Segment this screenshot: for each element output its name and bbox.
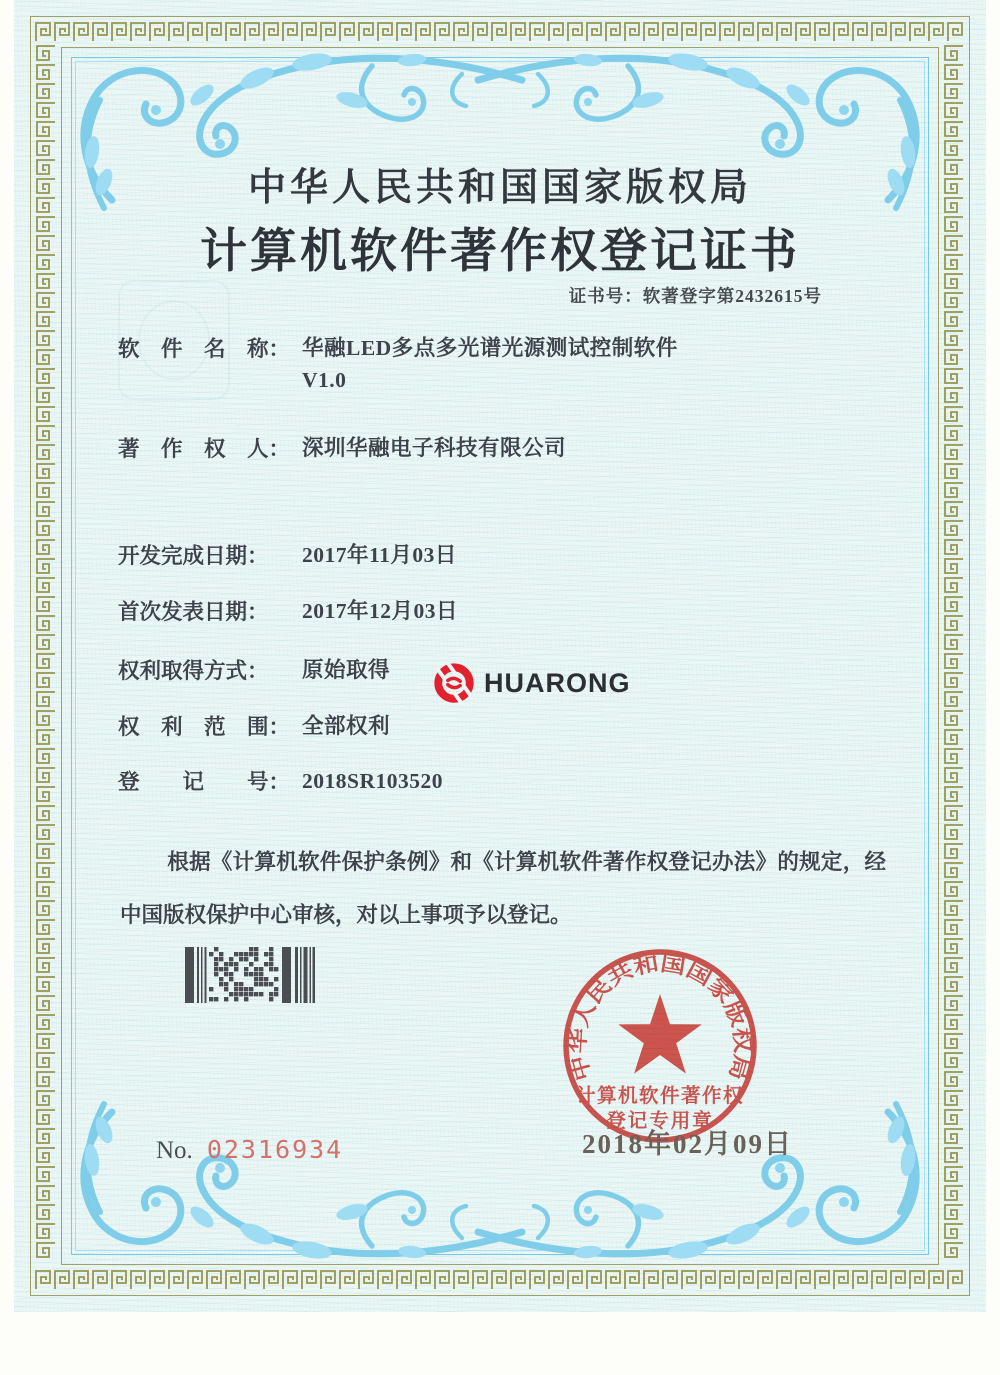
field-label: 首次发表日期： bbox=[118, 600, 269, 624]
registration-statement: 根据《计算机软件保护条例》和《计算机软件著作权登记办法》的规定，经中国版权保护中心审核，对以上事项予以登记。 bbox=[120, 850, 886, 927]
serial-value: 02316934 bbox=[206, 1135, 344, 1164]
seal-line1: 计算机软件著作权 bbox=[575, 1086, 745, 1107]
certificate-number-value: 软著登字第2432615号 bbox=[642, 286, 822, 306]
certificate-number-label: 证书号： bbox=[568, 286, 643, 306]
field-row-copyright-owner bbox=[118, 432, 566, 464]
huarong-logo-text: HUARONG bbox=[484, 667, 631, 698]
field-value: 2018SR103520 bbox=[302, 769, 443, 793]
huarong-logo bbox=[433, 662, 631, 704]
field-label: 登 记 号： bbox=[118, 770, 291, 794]
field-row-rights-scope bbox=[118, 710, 390, 742]
certificate-paper bbox=[14, 0, 986, 1312]
field-value: 原始取得 bbox=[302, 658, 391, 682]
field-value: 全部权利 bbox=[302, 714, 391, 738]
seal-star-icon bbox=[618, 994, 702, 1074]
seal-ring-text: 中华人民共和国国家版权局 bbox=[565, 951, 755, 1084]
field-label: 权利取得方式： bbox=[118, 659, 269, 683]
seal-date: 2018年02月09日 bbox=[582, 1129, 793, 1159]
field-value bbox=[302, 332, 678, 396]
certificate-number bbox=[569, 283, 822, 308]
certificate-title: 计算机软件著作权登记证书 bbox=[200, 226, 800, 278]
field-row-rights-acquisition bbox=[118, 654, 390, 686]
field-value: 深圳华融电子科技有限公司 bbox=[302, 436, 567, 460]
serial-number bbox=[156, 1135, 343, 1165]
field-label: 权 利 范 围： bbox=[118, 715, 291, 739]
issuer-title: 中华人民共和国国家版权局 bbox=[247, 167, 752, 209]
field-row-registration-number bbox=[118, 765, 443, 797]
software-version: V1.0 bbox=[302, 368, 347, 392]
seal-line2: 登记专用章 bbox=[606, 1111, 714, 1132]
field-label: 开发完成日期： bbox=[118, 544, 269, 568]
software-name: 华融LED多点多光谱光源测试控制软件 bbox=[302, 336, 678, 360]
field-label: 软 件 名 称： bbox=[118, 337, 291, 361]
field-row-dev-complete-date bbox=[118, 539, 457, 571]
field-value: 2017年11月03日 bbox=[302, 543, 457, 567]
serial-prefix: No. bbox=[156, 1137, 193, 1164]
corner-flourish-bottom-left bbox=[52, 1097, 532, 1272]
barcode bbox=[185, 947, 317, 1003]
field-label: 著 作 权 人： bbox=[118, 437, 291, 461]
field-value: 2017年12月03日 bbox=[302, 599, 459, 623]
field-row-first-publish-date bbox=[118, 595, 458, 627]
field-row-software-name bbox=[118, 332, 678, 396]
huarong-swirl-icon bbox=[433, 662, 475, 704]
